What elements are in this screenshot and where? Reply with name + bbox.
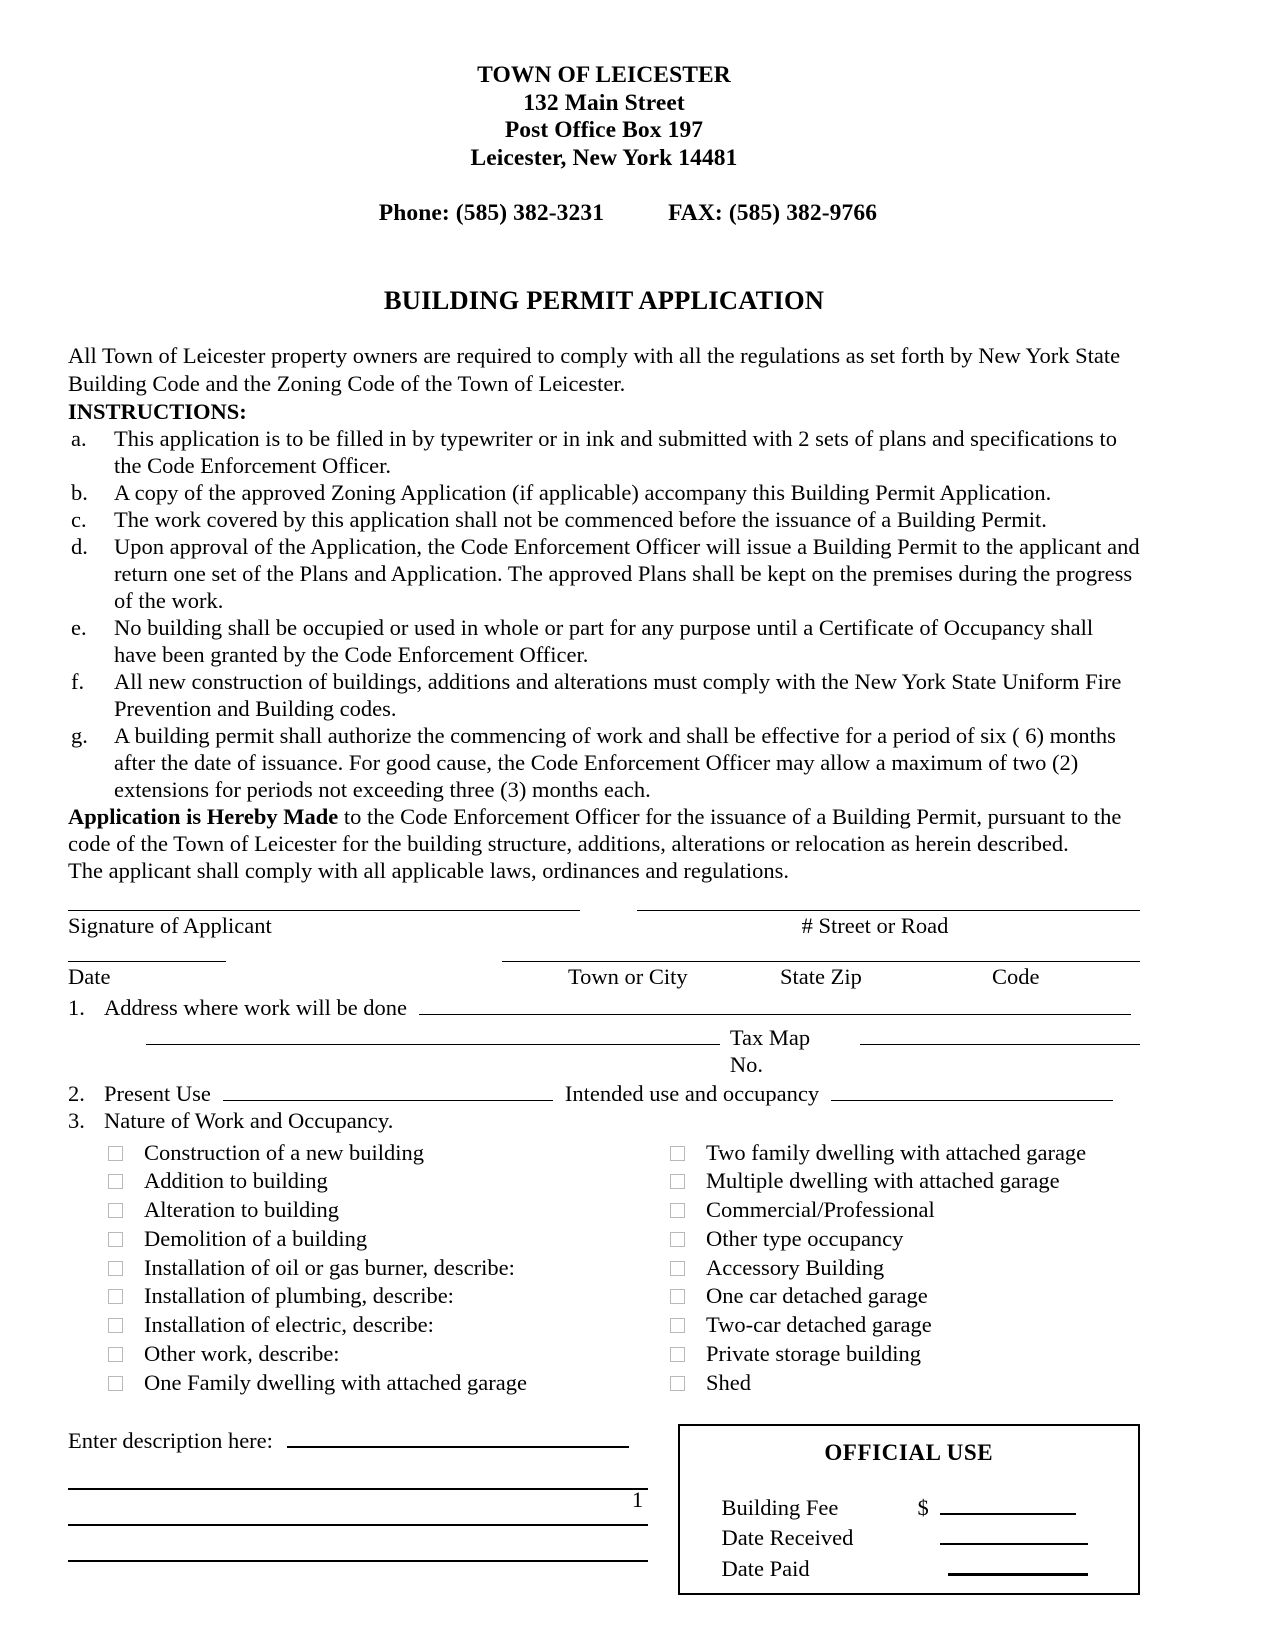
checkbox-icon[interactable]: [108, 1232, 123, 1247]
street-input-line[interactable]: [637, 910, 1140, 911]
application-clause: [68, 803, 1140, 857]
checkbox-icon[interactable]: [670, 1174, 685, 1189]
checklist-item[interactable]: [108, 1254, 636, 1283]
page-content: [68, 62, 1140, 1595]
instruction-text: The work covered by this application shall not be commenced before the issuance of a Building Permit.: [114, 506, 1047, 532]
application-clause-rest: to the Code Enforcement Officer for the issuance of a Building Permit, pursuant to the code of the Town of Leicester for the building structure, additions, alterations or relocation as herein described.: [68, 803, 1122, 856]
present-use-input-line[interactable]: [223, 1078, 553, 1101]
description-input-line-1[interactable]: [287, 1424, 629, 1448]
nature-of-work-checklist: [68, 1139, 1140, 1398]
description-label: Enter description here:: [68, 1427, 273, 1453]
checkbox-icon[interactable]: [108, 1174, 123, 1189]
street-address: 132 Main Street: [523, 89, 685, 116]
description-input-line-4[interactable]: [68, 1560, 648, 1562]
checklist-item[interactable]: [108, 1167, 636, 1196]
signature-input-line[interactable]: [68, 910, 580, 911]
checklist-item[interactable]: [670, 1369, 1140, 1398]
checklist-item[interactable]: [108, 1282, 636, 1311]
application-clause-lead: Application is Hereby Made: [68, 803, 339, 829]
checklist-item-label: Installation of electric, describe:: [144, 1312, 434, 1338]
date-received-label: Date Received: [721, 1524, 854, 1550]
instruction-item: [68, 668, 1140, 722]
instruction-marker: a.: [71, 425, 87, 451]
checklist-item[interactable]: [670, 1225, 1140, 1254]
address-input-line[interactable]: [419, 992, 1131, 1015]
address-input-line-2[interactable]: [146, 1022, 720, 1045]
checkbox-icon[interactable]: [108, 1347, 123, 1362]
field-row-present-use: [68, 1078, 1140, 1107]
field-3-number: 3.: [68, 1107, 85, 1133]
signature-block: [68, 910, 1140, 990]
building-fee-label: Building Fee: [721, 1494, 839, 1520]
instruction-item: [68, 479, 1140, 506]
instruction-text: This application is to be filled in by typewriter or in ink and submitted with 2 sets of plans and specifications to the Code Enforcement Officer.: [114, 425, 1117, 478]
checkbox-icon[interactable]: [670, 1318, 685, 1333]
instruction-item: [68, 614, 1140, 668]
instruction-text: A copy of the approved Zoning Application (if applicable) accompany this Building Permit Application.: [114, 479, 1052, 505]
tax-map-input-line[interactable]: [860, 1022, 1140, 1045]
town-or-city-label: Town or City: [568, 963, 688, 989]
instructions-list: [68, 425, 1140, 803]
checklist-item-label: Two-car detached garage: [706, 1312, 932, 1338]
checklist-item-label: Accessory Building: [706, 1254, 885, 1280]
page-number: 1: [631, 1487, 644, 1512]
field-row-address: [68, 992, 1140, 1021]
phone-number: Phone: (585) 382-3231: [378, 199, 605, 226]
checklist-column-left: [68, 1139, 636, 1398]
checklist-item-label: One Family dwelling with attached garage: [144, 1369, 528, 1395]
checklist-item[interactable]: [670, 1340, 1140, 1369]
org-name: TOWN OF LEICESTER: [477, 62, 731, 88]
instruction-marker: e.: [71, 614, 87, 640]
checklist-item-label: Private storage building: [706, 1341, 921, 1367]
instruction-item: [68, 506, 1140, 533]
checkbox-icon[interactable]: [670, 1203, 685, 1218]
intended-use-label: Intended use and occupancy: [564, 1080, 820, 1106]
instructions-heading: INSTRUCTIONS:: [68, 398, 247, 424]
checkbox-icon[interactable]: [108, 1289, 123, 1304]
checklist-item-label: Addition to building: [144, 1168, 328, 1194]
checklist-item-label: Demolition of a building: [144, 1225, 368, 1251]
checklist-item[interactable]: [670, 1254, 1140, 1283]
instruction-item: [68, 533, 1140, 614]
date-paid-row: [722, 1552, 1138, 1583]
field-1-label: Address where work will be done: [104, 994, 408, 1020]
signature-label: Signature of Applicant: [68, 912, 272, 938]
checkbox-icon[interactable]: [670, 1232, 685, 1247]
checklist-column-right: [636, 1139, 1140, 1398]
field-2-label: Present Use: [104, 1080, 211, 1106]
town-state-zip-input-line[interactable]: [502, 961, 1140, 962]
instruction-item: [68, 722, 1140, 803]
date-paid-label: Date Paid: [721, 1555, 810, 1581]
checklist-item[interactable]: [108, 1311, 636, 1340]
phone-fax-line: [68, 172, 1140, 255]
checklist-item[interactable]: [108, 1196, 636, 1225]
street-label: # Street or Road: [801, 912, 949, 938]
checklist-item-label: Commercial/Professional: [706, 1197, 935, 1223]
instruction-text: Upon approval of the Application, the Code Enforcement Officer will issue a Building Permit to the applicant and return one set of the Plans and Application. The approved Plans shall be kept on the premises during the progress of the work.: [114, 533, 1140, 613]
instruction-text: No building shall be occupied or used in whole or part for any purpose until a Certificate of Occupancy shall have been granted by the Code Enforcement Officer.: [114, 614, 1094, 667]
field-2-number: 2.: [68, 1080, 85, 1106]
description-first-row: [68, 1424, 654, 1454]
checkbox-icon[interactable]: [670, 1261, 685, 1276]
checklist-item-label: Other type occupancy: [706, 1225, 904, 1251]
checklist-item[interactable]: [108, 1369, 636, 1398]
checklist-item[interactable]: [670, 1282, 1140, 1311]
instruction-text: All new construction of buildings, additions and alterations must comply with the New York State Uniform Fire Prevention and Building codes.: [114, 668, 1122, 721]
field-row-nature-of-work: [68, 1107, 1140, 1134]
checklist-item-label: Two family dwelling with attached garage: [706, 1139, 1087, 1165]
instruction-item: [68, 425, 1140, 479]
checkbox-icon[interactable]: [108, 1318, 123, 1333]
field-3-label: Nature of Work and Occupancy.: [104, 1107, 394, 1133]
letterhead: [68, 62, 1140, 255]
date-received-input-line[interactable]: [940, 1522, 1088, 1545]
checklist-item[interactable]: [108, 1340, 636, 1369]
date-label: Date: [68, 963, 111, 989]
tax-map-label: Tax Map No.: [729, 1024, 811, 1077]
checklist-item-label: Other work, describe:: [144, 1341, 340, 1367]
checklist-item[interactable]: [670, 1196, 1140, 1225]
checklist-item-label: Shed: [706, 1369, 751, 1395]
intro-paragraph: All Town of Leicester property owners are required to comply with all the regulations as set forth by New York State Building Code and the Zoning Code of the Town of Leicester.: [68, 342, 1121, 396]
checklist-item[interactable]: [670, 1167, 1140, 1196]
date-label-row: [68, 964, 1140, 990]
signature-label-row: [68, 913, 1140, 939]
state-zip-label: State Zip: [780, 963, 862, 989]
checklist-item-label: Multiple dwelling with attached garage: [706, 1168, 1060, 1194]
intended-use-input-line[interactable]: [831, 1078, 1113, 1101]
checkbox-icon[interactable]: [670, 1347, 685, 1362]
checklist-item[interactable]: [108, 1225, 636, 1254]
city-state-zip: Leicester, New York 14481: [470, 144, 738, 171]
instruction-marker: f.: [71, 668, 85, 694]
date-row-gap: [226, 961, 502, 962]
instruction-marker: g.: [71, 722, 88, 748]
checkbox-icon[interactable]: [670, 1289, 685, 1304]
checklist-item-label: Construction of a new building: [144, 1139, 424, 1165]
checklist-item[interactable]: [670, 1311, 1140, 1340]
checklist-item-label: One car detached garage: [706, 1283, 928, 1309]
checkbox-icon[interactable]: [670, 1146, 685, 1161]
date-rule-row: [68, 961, 1140, 962]
official-use-title: OFFICIAL USE: [824, 1439, 994, 1465]
checklist-item-label: Installation of oil or gas burner, describe:: [144, 1254, 515, 1280]
field-1-number: 1.: [68, 994, 85, 1020]
instruction-text: A building permit shall authorize the commencing of work and shall be effective for a period of six ( 6) months after the date of issuance. For good cause, the Code Enforcement Officer may allow a maximum of two (2) extensions for periods not exceeding three (3) months each.: [114, 722, 1116, 802]
code-label: Code: [992, 963, 1040, 989]
checkbox-icon[interactable]: [108, 1376, 123, 1391]
fax-number: FAX: (585) 382-9766: [668, 199, 878, 226]
page-title: BUILDING PERMIT APPLICATION: [383, 284, 825, 315]
checklist-item[interactable]: [108, 1139, 636, 1168]
date-input-line[interactable]: [68, 961, 226, 962]
date-paid-input-line[interactable]: [948, 1552, 1088, 1576]
currency-symbol: $: [917, 1494, 929, 1520]
date-received-row: [722, 1522, 1138, 1552]
checkbox-icon[interactable]: [108, 1261, 123, 1276]
comply-line: The applicant shall comply with all applicable laws, ordinances and regulations.: [68, 857, 790, 883]
checkbox-icon[interactable]: [670, 1376, 685, 1391]
field-row-tax-map: [68, 1022, 1140, 1078]
instruction-marker: d.: [71, 533, 88, 559]
checkbox-icon[interactable]: [108, 1146, 123, 1161]
instruction-marker: c.: [71, 506, 87, 532]
description-input-line-3[interactable]: [68, 1524, 648, 1526]
checklist-item[interactable]: [670, 1139, 1140, 1168]
signature-rule-row: [68, 910, 1140, 911]
checklist-item-label: Alteration to building: [144, 1197, 339, 1223]
instruction-marker: b.: [71, 479, 88, 505]
po-box: Post Office Box 197: [504, 117, 704, 143]
checklist-item-label: Installation of plumbing, describe:: [144, 1283, 454, 1309]
checkbox-icon[interactable]: [108, 1203, 123, 1218]
